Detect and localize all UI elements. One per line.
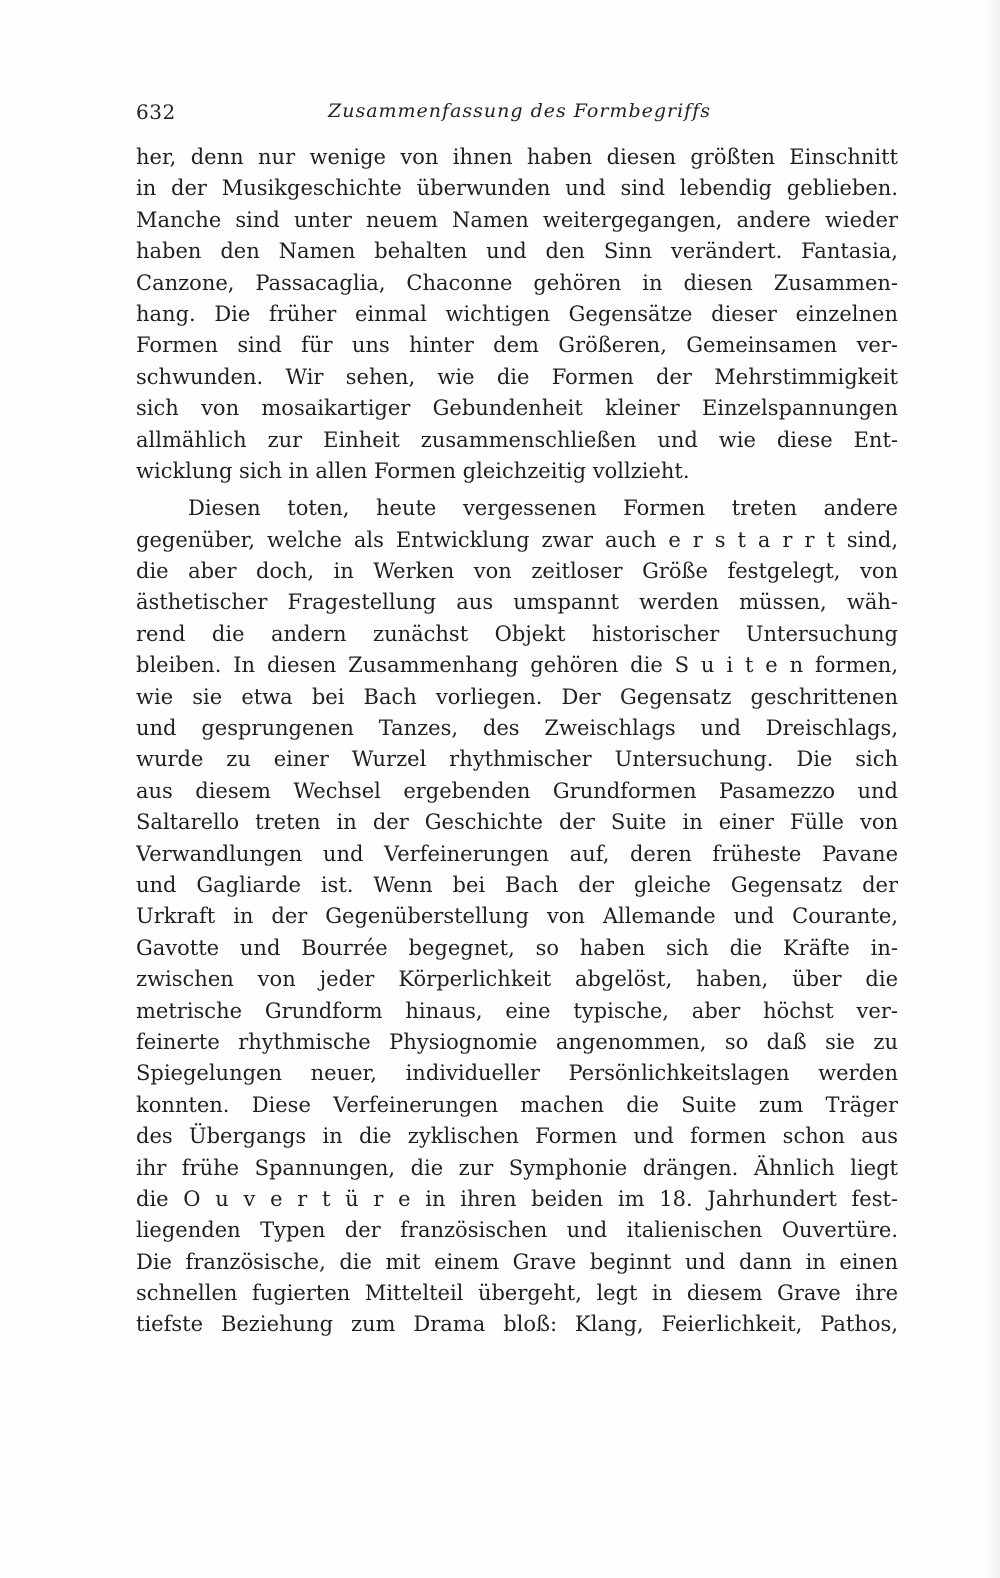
body-text xyxy=(136,142,898,1341)
text-line: und Gagliarde ist. Wenn bei Bach der gleiche Gegensatz der xyxy=(136,872,898,897)
text-line: haben den Namen behalten und den Sinn verändert. Fantasia, xyxy=(136,239,898,264)
text-line: Diesen toten, heute vergessenen Formen treten andere xyxy=(188,496,898,521)
text-line: allmählich zur Einheit zusammenschließen und wie diese Ent- xyxy=(136,427,898,452)
text-line: ästhetischer Fragestellung aus umspannt werden müssen, wäh- xyxy=(136,590,898,615)
text-line: Spiegelungen neuer, individueller Persönlichkeitslagen werden xyxy=(136,1061,898,1086)
text-line: bleiben. In diesen Zusammenhang gehören die S u i t e n formen, xyxy=(136,653,898,678)
text-line: des Übergangs in die zyklischen Formen und formen schon aus xyxy=(136,1124,898,1149)
text-line: die aber doch, in Werken von zeitloser Größe festgelegt, von xyxy=(136,559,898,584)
text-line: schwunden. Wir sehen, wie die Formen der Mehrstimmigkeit xyxy=(136,364,898,389)
text-line: Gavotte und Bourrée begegnet, so haben sich die Kräfte in- xyxy=(136,935,898,960)
text-line: in der Musikgeschichte überwunden und sind lebendig geblieben. xyxy=(136,176,898,201)
text-line: Manche sind unter neuem Namen weitergegangen, andere wieder xyxy=(136,207,898,232)
text-line: Saltarello treten in der Geschichte der Suite in einer Fülle von xyxy=(136,810,898,835)
text-line: die O u v e r t ü r e in ihren beiden im 18. Jahrhundert fest- xyxy=(136,1186,898,1211)
text-line: feinerte rhythmische Physiognomie angenommen, so daß sie zu xyxy=(136,1029,898,1054)
running-title: Zusammenfassung des Formbegriffs xyxy=(328,100,711,122)
text-line: ihr frühe Spannungen, die zur Symphonie drängen. Ähnlich liegt xyxy=(136,1155,898,1180)
text-line: wicklung sich in allen Formen gleichzeitig vollzieht. xyxy=(136,458,690,483)
text-line: Die französische, die mit einem Grave beginnt und dann in einen xyxy=(136,1249,898,1274)
text-line: tiefste Beziehung zum Drama bloß: Klang, Feierlichkeit, Pathos, xyxy=(136,1312,898,1337)
text-line: liegenden Typen der französischen und italienischen Ouvertüre. xyxy=(136,1218,898,1243)
running-head xyxy=(136,100,896,132)
text-line: metrische Grundform hinaus, eine typische, aber höchst ver- xyxy=(136,998,898,1023)
text-line: gegenüber, welche als Entwicklung zwar auch e r s t a r r t sind, xyxy=(136,527,898,552)
text-line: aus diesem Wechsel ergebenden Grundformen Pasamezzo und xyxy=(136,778,898,803)
text-line: zwischen von jeder Körperlichkeit abgelöst, haben, über die xyxy=(136,967,898,992)
text-line: und gesprungenen Tanzes, des Zweischlags und Dreischlags, xyxy=(136,716,898,741)
page-edge-shadow xyxy=(986,0,1000,1578)
text-line: her, denn nur wenige von ihnen haben diesen größten Einschnitt xyxy=(136,145,898,169)
text-line: Formen sind für uns hinter dem Größeren, Gemeinsamen ver- xyxy=(136,333,898,358)
text-line: rend die andern zunächst Objekt historischer Untersuchung xyxy=(136,621,898,646)
text-line: Verwandlungen und Verfeinerungen auf, deren früheste Pavane xyxy=(136,841,898,866)
text-line: Canzone, Passacaglia, Chaconne gehören in diesen Zusammen- xyxy=(136,270,898,295)
text-line: wie sie etwa bei Bach vorliegen. Der Gegensatz geschrittenen xyxy=(136,684,898,709)
page-number: 632 xyxy=(136,100,176,124)
text-line: schnellen fugierten Mittelteil übergeht, legt in diesem Grave ihre xyxy=(136,1281,898,1306)
text-line: konnten. Diese Verfeinerungen machen die Suite zum Träger xyxy=(136,1092,898,1117)
text-line: hang. Die früher einmal wichtigen Gegensätze dieser einzelnen xyxy=(136,301,898,326)
text-line: sich von mosaikartiger Gebundenheit kleiner Einzelspannungen xyxy=(136,396,898,421)
text-line: Urkraft in der Gegenüberstellung von Allemande und Courante, xyxy=(136,904,898,929)
text-line: wurde zu einer Wurzel rhythmischer Untersuchung. Die sich xyxy=(136,747,898,772)
